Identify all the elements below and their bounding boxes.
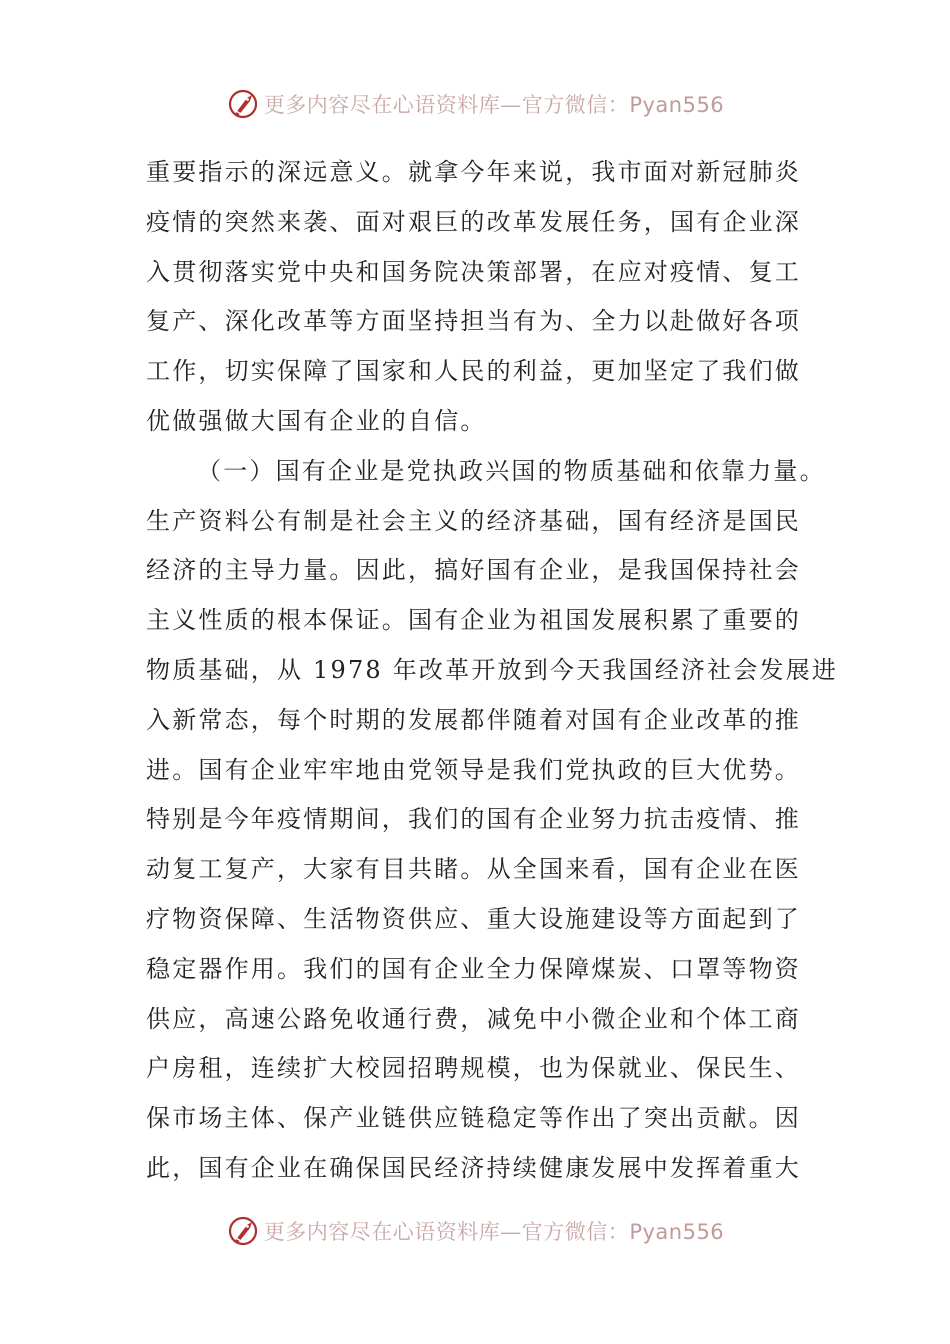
- text-line: 保市场主体、保产业链供应链稳定等作出了突出贡献。因: [146, 1104, 801, 1133]
- text-line: 重要指示的深远意义。就拿今年来说，我市面对新冠肺炎: [146, 158, 801, 186]
- text-line: 进。国有企业牢牢地由党领导是我们党执政的巨大优势。: [146, 755, 801, 784]
- text-line: 优做强做大国有企业的自信。: [146, 406, 487, 435]
- text-line: 供应，高速公路免收通行费，减免中小微企业和个体工商: [146, 1004, 801, 1033]
- text-line: 主义性质的根本保证。国有企业为祖国发展积累了重要的: [146, 606, 801, 635]
- text-line: 工作，切实保障了国家和人民的利益，更加坚定了我们做: [146, 357, 801, 386]
- text-line: 户房租，连续扩大校园招聘规模，也为保就业、保民生、: [146, 1054, 801, 1083]
- text-line: 生产资料公有制是社会主义的经济基础，国有经济是国民: [146, 506, 801, 535]
- pen-nib-logo-icon: [226, 87, 260, 121]
- text-line: 动复工复产，大家有目共睹。从全国来看，国有企业在医: [146, 855, 801, 884]
- text-line: 复产、深化改革等方面坚持担当有为、全力以赴做好各项: [146, 307, 801, 336]
- text-line: 特别是今年疫情期间，我们的国有企业努力抗击疫情、推: [146, 805, 801, 834]
- text-line: 稳定器作用。我们的国有企业全力保障煤炭、口罩等物资: [146, 954, 801, 983]
- text-line: 疫情的突然来袭、面对艰巨的改革发展任务，国有企业深: [146, 207, 801, 236]
- pen-nib-logo-icon: [226, 1214, 260, 1248]
- text-line: 入贯彻落实党中央和国务院决策部署，在应对疫情、复工: [146, 257, 801, 286]
- document-body: [146, 148, 839, 1194]
- text-line: 物质基础，从 1978 年改革开放到今天我国经济社会发展进: [146, 655, 839, 684]
- watermark-brand-text: 更多内容尽在心语资料库—官方微信：: [263, 93, 630, 117]
- watermark-brand-text: 更多内容尽在心语资料库—官方微信：: [263, 1220, 630, 1244]
- footer-watermark: [0, 1211, 950, 1251]
- text-line: 经济的主导力量。因此，搞好国有企业，是我国保持社会: [146, 556, 801, 585]
- text-line: 疗物资保障、生活物资供应、重大设施建设等方面起到了: [146, 904, 801, 933]
- watermark-wechat-id: Pyan556: [629, 93, 725, 117]
- text-line: 入新常态，每个时期的发展都伴随着对国有企业改革的推: [146, 705, 801, 734]
- header-watermark: [0, 84, 950, 124]
- section-heading-line: （一）国有企业是党执政兴国的物质基础和依靠力量。: [197, 456, 826, 485]
- watermark-wechat-id: Pyan556: [629, 1220, 725, 1244]
- text-line: 此，国有企业在确保国民经济持续健康发展中发挥着重大: [146, 1153, 801, 1182]
